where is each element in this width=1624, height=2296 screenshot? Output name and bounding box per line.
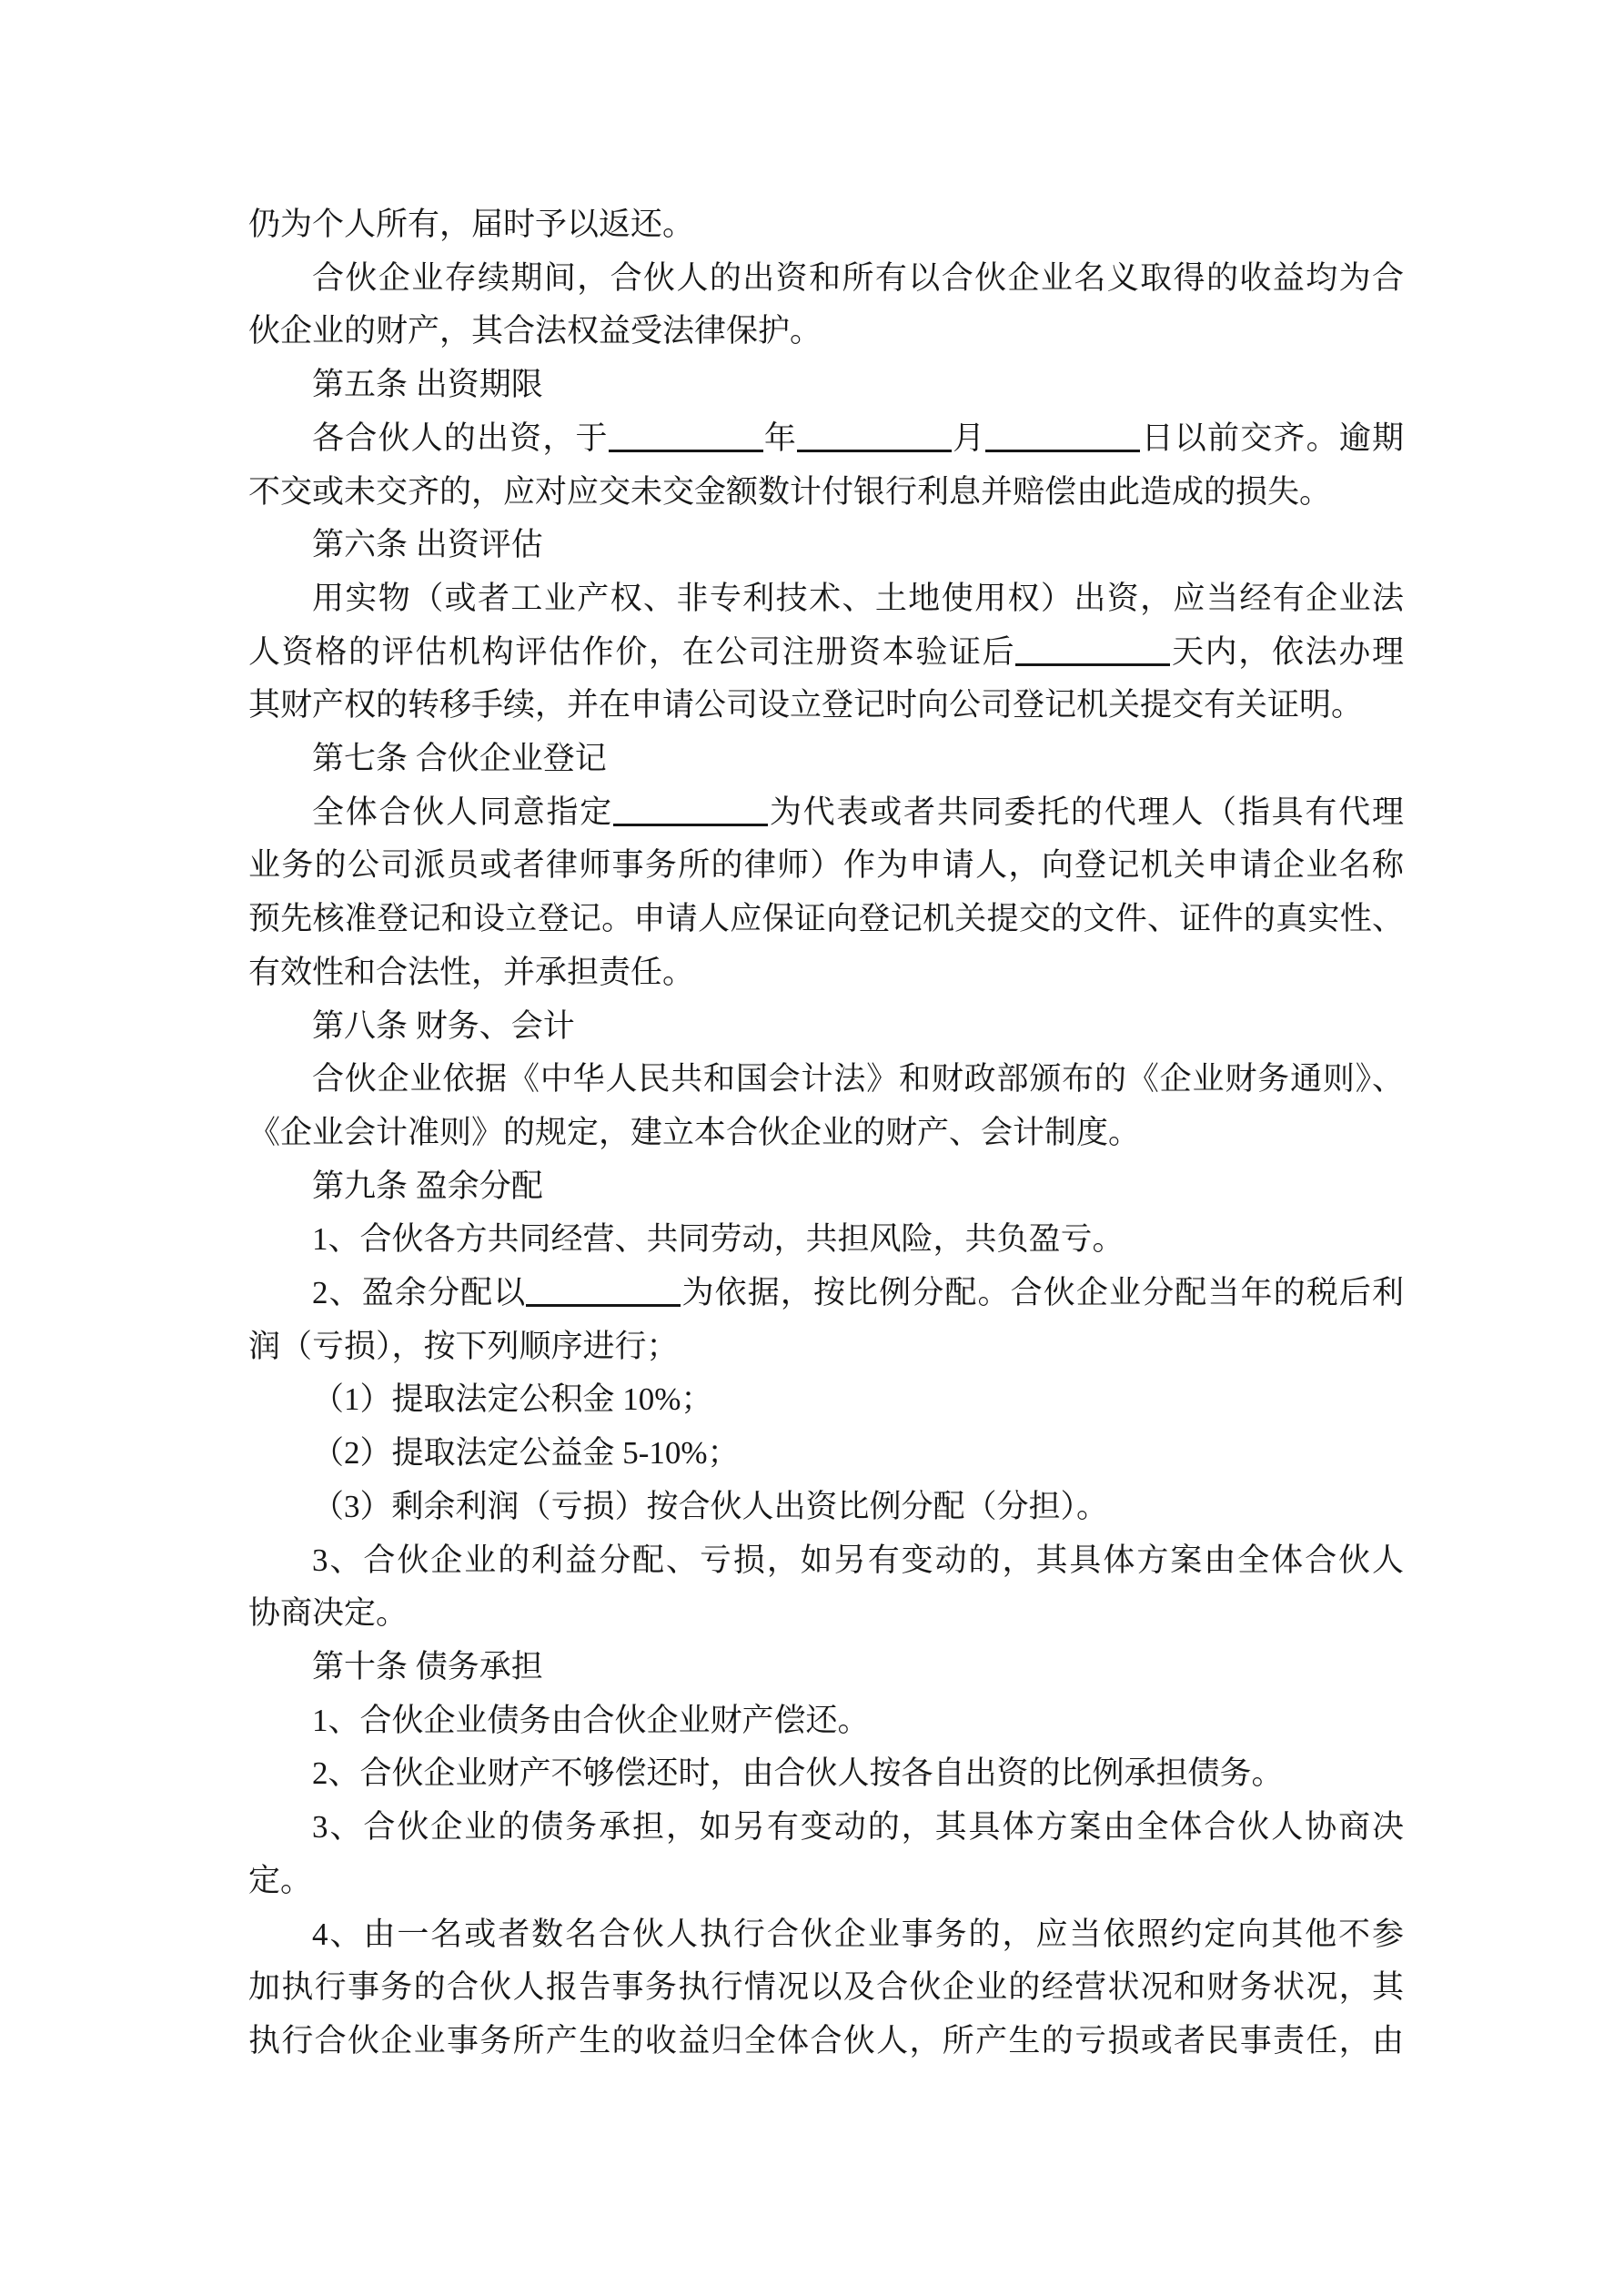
text-run: 协商决定。 [248,1595,409,1632]
body-text-line [248,1427,1404,1481]
body-text-line [248,786,1404,840]
text-run: 不交或未交齐的，应对应交未交金额数计付银行利息并赔偿由此造成的损失。 [248,473,1332,510]
text-run: 3、合伙企业的债务承担，如另有变动的，其具体方案由全体合伙人协商决 [312,1809,1404,1846]
text-run: 为依据，按比例分配。合伙企业分配当年的税后利 [681,1275,1404,1311]
text-run: 合伙企业存续期间，合伙人的出资和所有以合伙企业名义取得的收益均为合 [312,259,1404,296]
body-text-line [248,1213,1404,1267]
text-run: 天内，依法办理 [1170,633,1404,670]
text-run: 日以前交齐。逾期 [1140,420,1404,456]
text-run: 加执行事务的合伙人报告事务执行情况以及合伙企业的经营状况和财务状况，其 [248,1969,1404,2006]
text-run: 2、盈余分配以 [312,1275,527,1311]
text-run: 第七条 合伙企业登记 [312,741,607,777]
text-run: 《企业会计准则》的规定，建立本合伙企业的财产、会计制度。 [248,1114,1141,1150]
text-run: 有效性和合法性，并承担责任。 [248,954,695,990]
body-text-line [248,412,1404,466]
text-run: （1）提取法定公积金 10%； [312,1381,713,1418]
body-text-line [248,572,1404,626]
body-text-line [248,1855,1404,1908]
text-run: 执行合伙企业事务所产生的收益归全体合伙人，所产生的亏损或者民事责任，由 [248,2022,1404,2058]
text-run: 业务的公司派员或者律师事务所的律师）作为申请人，向登记机关申请企业名称 [248,847,1404,884]
text-run: （3）剩余利润（亏损）按合伙人出资比例分配（分担）。 [312,1488,1109,1524]
body-text-line [248,626,1404,680]
text-run: 定。 [248,1862,313,1898]
text-run: 4、由一名或者数名合伙人执行合伙企业事务的，应当依照约定向其他不参 [312,1916,1404,1952]
article-heading-line [248,1000,1404,1054]
text-run: 年 [762,420,798,456]
body-text-line [248,1694,1404,1748]
text-run: 为代表或者共同委托的代理人（指具有代理 [768,794,1404,830]
body-text-line [248,1107,1404,1160]
text-run: 月 [952,420,986,456]
text-run: 1、合伙各方共同经营、共同劳动，共担风险，共负盈亏。 [312,1221,1125,1258]
body-text-line [248,252,1404,306]
body-text-line [248,893,1404,946]
article-heading-line [248,1641,1404,1694]
blank-underline-field [797,418,952,452]
text-run: 润（亏损），按下列顺序进行； [248,1328,679,1364]
blank-underline-field [1015,632,1170,666]
body-text-line [248,466,1404,520]
text-run: 全体合伙人同意指定 [312,794,614,830]
text-run: 仍为个人所有，届时予以返还。 [248,207,695,242]
text-run: 伙企业的财产，其合法权益受法律保护。 [248,313,822,349]
text-run: 3、合伙企业的利益分配、亏损，如另有变动的，其具体方案由全体合伙人 [312,1542,1404,1578]
body-text-line [248,1908,1404,1962]
text-run: 合伙企业依据《中华人民共和国会计法》和财政部颁布的《企业财务通则》、 [312,1061,1404,1097]
blank-underline-field [526,1272,681,1307]
text-run: 第五条 出资期限 [312,367,543,403]
text-run: 第九条 盈余分配 [312,1168,543,1204]
article-heading-line [248,519,1404,572]
body-text-line [248,1587,1404,1641]
body-text-line [248,1747,1404,1801]
document-body [248,198,1404,2068]
body-text-line [248,1373,1404,1427]
text-run: 第八条 财务、会计 [312,1007,575,1044]
blank-underline-field [609,418,763,452]
text-run: （2）提取法定公益金 5-10%； [312,1435,740,1472]
text-run: 人资格的评估机构评估作价，在公司注册资本验证后 [248,633,1016,670]
body-text-line [248,1481,1404,1534]
blank-underline-field [613,792,768,826]
body-text-line [248,2015,1404,2068]
body-text-line [248,198,1404,252]
body-text-line [248,305,1404,359]
article-heading-line [248,733,1404,786]
text-run: 第六条 出资评估 [312,527,543,563]
text-run: 2、合伙企业财产不够偿还时，由合伙人按各自出资的比例承担债务。 [312,1755,1284,1792]
text-run: 用实物（或者工业产权、非专利技术、土地使用权）出资，应当经有企业法 [312,580,1404,616]
body-text-line [248,1961,1404,2015]
text-run: 预先核准登记和设立登记。申请人应保证向登记机关提交的文件、证件的真实性、 [248,901,1404,937]
body-text-line [248,1053,1404,1107]
body-text-line [248,679,1404,733]
text-run: 其财产权的转移手续，并在申请公司设立登记时向公司登记机关提交有关证明。 [248,687,1364,723]
body-text-line [248,1534,1404,1588]
body-text-line [248,1801,1404,1855]
body-text-line [248,946,1404,1000]
text-run: 1、合伙企业债务由合伙企业财产偿还。 [312,1702,870,1738]
text-run: 第十条 债务承担 [312,1648,543,1684]
text-run: 各合伙人的出资，于 [312,420,609,456]
article-heading-line [248,359,1404,412]
body-text-line [248,1267,1404,1320]
blank-underline-field [985,418,1140,452]
article-heading-line [248,1160,1404,1214]
body-text-line [248,1320,1404,1374]
body-text-line [248,839,1404,893]
